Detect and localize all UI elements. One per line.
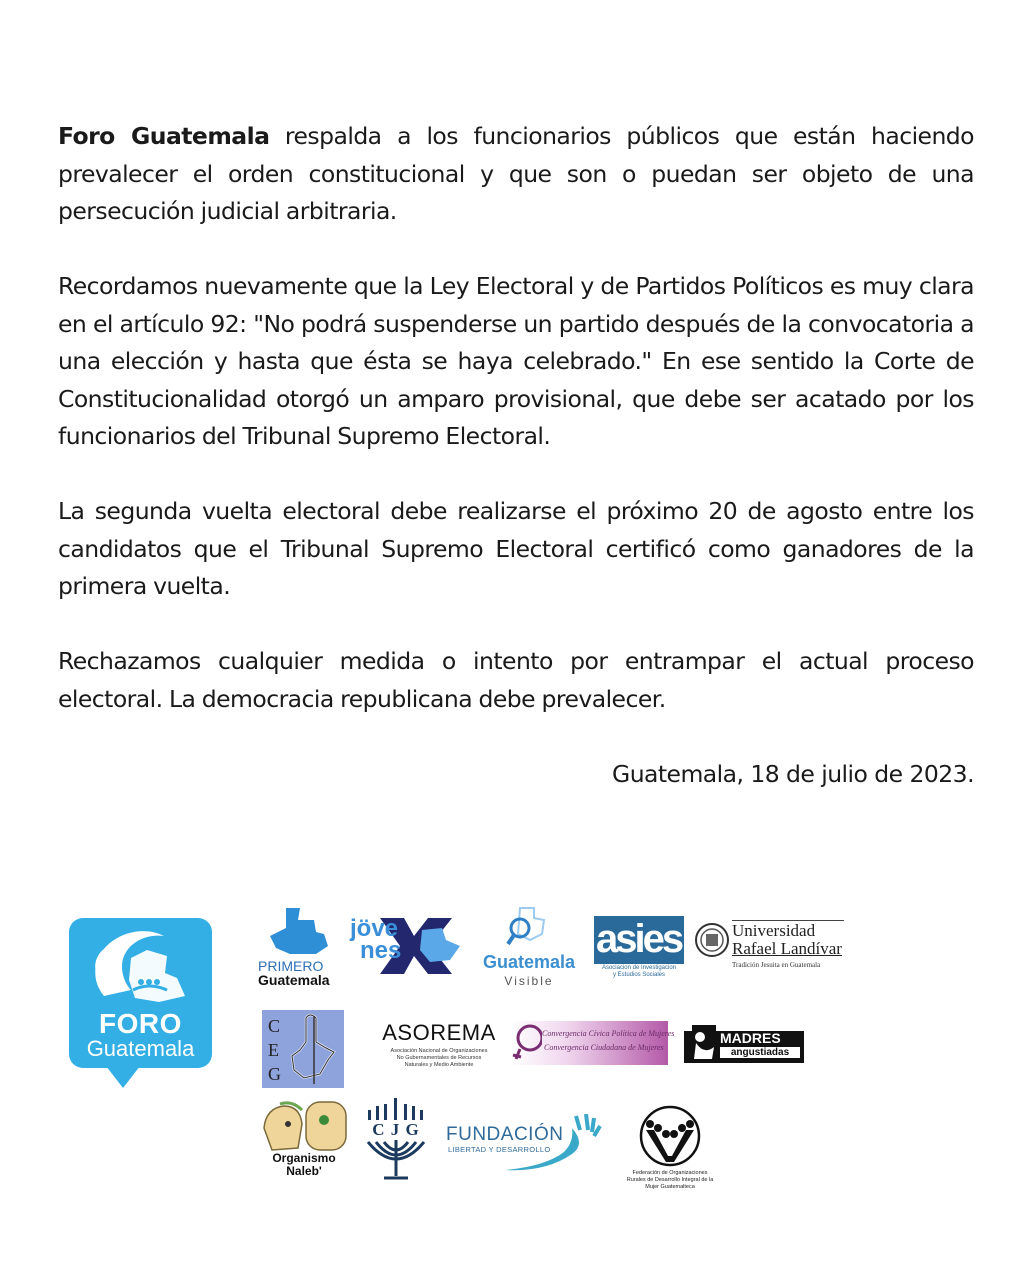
naleb-line1: Organismo	[272, 1151, 336, 1165]
jovenes-logo	[350, 916, 468, 976]
ceg-letter-c: C	[268, 1016, 281, 1036]
asies-line2: y Estudios Sociales	[612, 972, 666, 978]
hand-map-icon	[284, 1012, 344, 1086]
ceg-letter-g: G	[268, 1064, 281, 1084]
foro-guatemala-logo	[69, 918, 212, 1068]
jovenes-line2: nes	[360, 937, 402, 964]
statement-body	[58, 118, 974, 793]
foro-logo-subtitle: Guatemala	[86, 1036, 195, 1061]
org-name-bold: Foro Guatemala	[58, 122, 270, 150]
mother-child-icon	[688, 1025, 718, 1063]
paragraph-2: Recordamos nuevamente que la Ley Electoral y de Partidos Políticos es muy clara en el artículo 92: "No podrá suspenderse un partido después de la convocatoria a una elección y hasta que ésta se haya celebrado." En ese sentido la Corte de Constitucionalidad otorgó un amparo provisional, que debe ser acatado por los funcionarios del Tribunal Supremo Electoral.	[58, 272, 974, 450]
ceg-letter-e: E	[268, 1040, 279, 1060]
landivar-line1: Universidad	[732, 921, 816, 940]
madres-line2: angustiadas	[720, 1047, 800, 1058]
foro-wave-map-icon	[69, 918, 212, 1013]
mayan-glyph-icon	[258, 1098, 350, 1154]
asorema-title: ASOREMA	[382, 1020, 496, 1045]
asies-mark: asies	[596, 917, 682, 961]
asies-logo	[594, 916, 684, 982]
asies-mark-box	[594, 916, 684, 964]
visible-line2: Visible	[504, 974, 554, 988]
federacion-mujer-logo	[614, 1104, 726, 1194]
paragraph-3: La segunda vuelta electoral debe realizarse el próximo 20 de agosto entre los candidatos que el Tribunal Supremo Electoral certificó como ganadores de la primera vuelta.	[58, 497, 974, 600]
convergencia-line2: Convergencia Ciudadana de Mujeres	[544, 1043, 664, 1052]
madres-angustiadas-logo	[684, 1025, 804, 1063]
date-line: Guatemala, 18 de julio de 2023.	[612, 759, 974, 788]
universidad-landivar-logo	[694, 920, 844, 976]
federacion-line1: Federación de Organizaciones	[632, 1170, 708, 1176]
landivar-tagline: Tradición Jesuita en Guatemala	[732, 961, 821, 969]
people-circle-icon	[638, 1104, 702, 1168]
university-seal-icon	[694, 922, 730, 958]
paragraph-4: Rechazamos cualquier medida o intento por entrampar el actual proceso electoral. La democracia republicana debe prevalecer.	[58, 647, 974, 713]
paragraph-1	[58, 118, 974, 231]
madres-line1: MADRES	[720, 1030, 781, 1046]
cjg-logo	[362, 1096, 430, 1182]
fundacion-libertad-logo	[446, 1114, 602, 1176]
federacion-line2: Rurales de Desarrollo Integral de la	[626, 1177, 714, 1183]
fundacion-line2: LIBERTAD Y DESARROLLO	[448, 1145, 551, 1154]
asorema-logo	[374, 1020, 504, 1076]
female-symbol-icon	[512, 1021, 542, 1065]
primero-line1: PRIMERO	[258, 958, 324, 974]
landivar-line2: Rafael Landívar	[732, 939, 842, 958]
visible-line1: Guatemala	[482, 952, 576, 972]
primero-line2: Guatemala	[258, 972, 330, 988]
asorema-line1: Asociación Nacional de Organizaciones	[390, 1048, 488, 1054]
ceg-logo	[262, 1010, 344, 1088]
asies-line1: Asociacion de Investigacion	[601, 965, 677, 971]
magnifier-map-icon	[472, 904, 586, 954]
paragraph-1-text: respalda a los funcionarios públicos que están haciendo prevalecer el orden constitucional y que son o puedan ser objeto de una persecución judicial arbitraria.	[58, 122, 974, 225]
convergencia-line1: Convergencia Cívica Política de Mujeres	[542, 1029, 675, 1038]
federacion-line3: Mujer Guatemalteca	[645, 1184, 695, 1190]
foro-logo-tail	[106, 1066, 140, 1088]
convergencia-logo	[512, 1021, 675, 1065]
organismo-naleb-logo	[258, 1098, 350, 1182]
cjg-letters: C J G	[372, 1120, 420, 1139]
jovenes-line1: jöve	[350, 915, 399, 942]
naleb-line2: Naleb'	[286, 1164, 322, 1178]
asorema-line2: No Gubernamentales de Recursos	[396, 1055, 482, 1061]
guatemala-visible-logo	[472, 904, 586, 988]
fundacion-line1: FUNDACIÓN	[446, 1124, 564, 1145]
foro-logo-title: FORO	[99, 1008, 182, 1039]
asorema-line3: Naturales y Medio Ambiente	[404, 1062, 474, 1068]
guatemala-map-icon	[256, 906, 340, 956]
primero-guatemala-logo	[256, 906, 340, 990]
